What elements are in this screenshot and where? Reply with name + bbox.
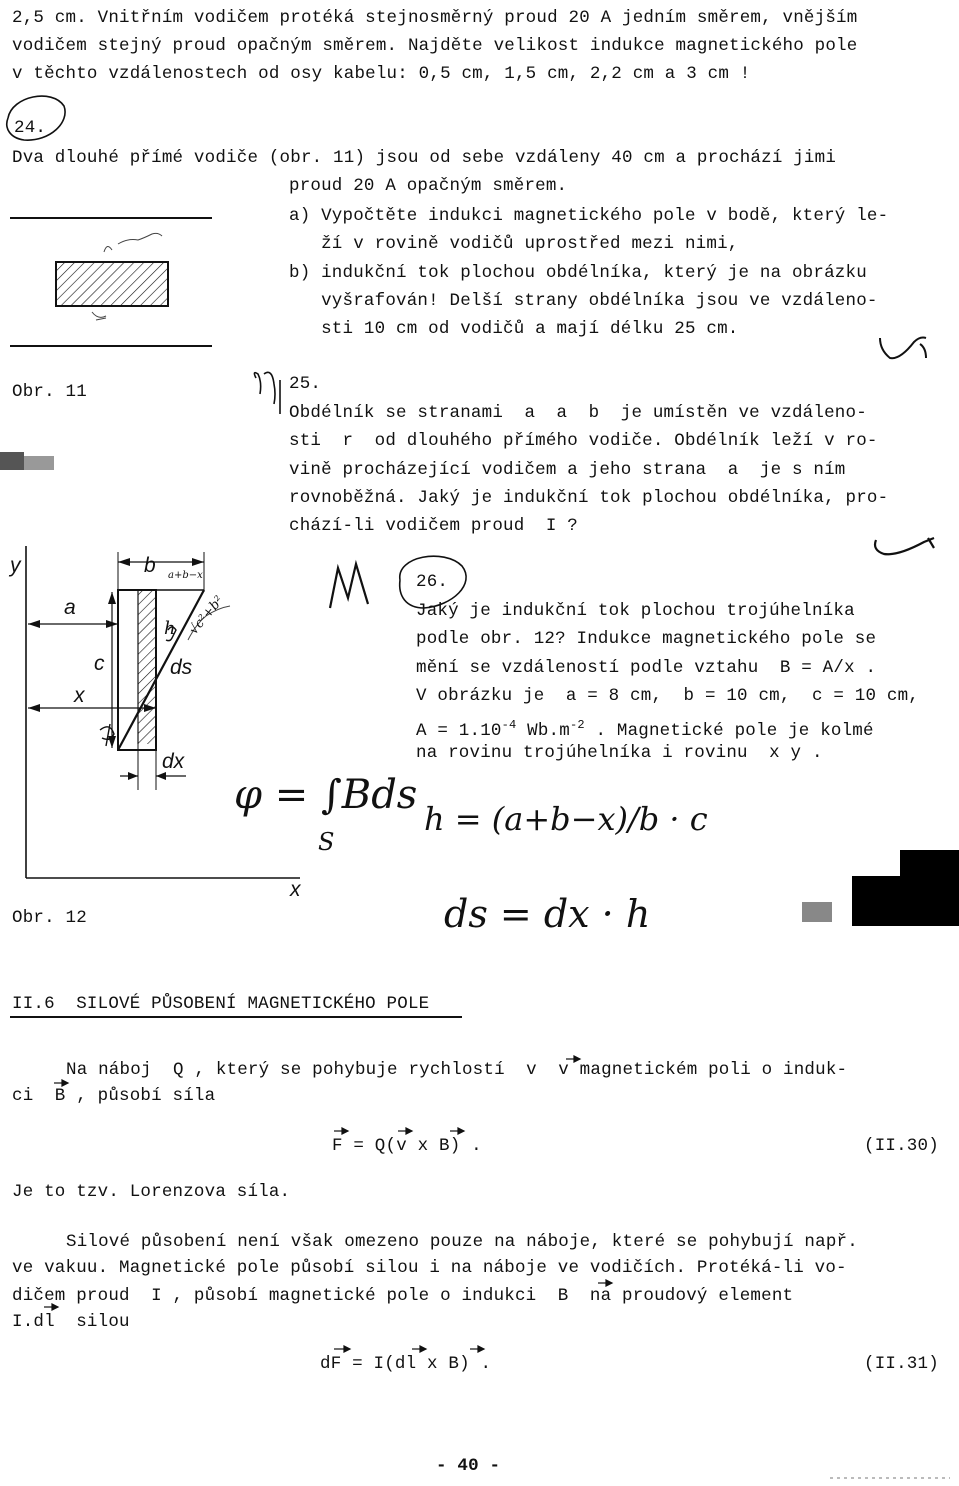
equation-number-II-31: (II.31) — [864, 1354, 939, 1374]
problem-24-a-1: a) Vypočtěte indukci magnetického pole v bodě, který le- — [289, 206, 889, 226]
equation-number-II-30: (II.30) — [864, 1136, 939, 1156]
figure-12-caption: Obr. 12 — [12, 908, 87, 928]
figure-12-label-y: y — [10, 554, 21, 577]
circle-around-24 — [7, 96, 65, 140]
section-p3-line-3: dičem proud I , působí magnetické pole o indukci B na proudový element — [12, 1286, 794, 1306]
problem-24-a-2: ží v rovině vodičů uprostřed mezi nimi, — [289, 234, 739, 254]
page-number: - 40 - — [436, 1456, 501, 1476]
section-p1-line-1: Na náboj Q , který se pohybuje rychlostí v v magnetickém poli o induk- — [66, 1060, 848, 1080]
problem-26-line-1: Jaký je indukční tok plochou trojúhelníka — [416, 601, 855, 621]
intro-line-3: v těchto vzdálenostech od osy kabelu: 0,5 cm, 1,5 cm, 2,2 cm a 3 cm ! — [12, 64, 751, 84]
section-p3-line-2: ve vakuu. Magnetické pole působí silou i na náboje ve vodičích. Protéká-li vo- — [12, 1258, 847, 1278]
equation-force-element: dF = I(dl x B) . — [320, 1354, 492, 1374]
handwritten-flux-subscript: S — [318, 828, 335, 856]
figure-12-label-ds: ds — [170, 656, 193, 679]
circle-around-26 — [400, 556, 466, 608]
figure-12-label-c: c — [94, 652, 105, 675]
figure-12-label-x-axis: x — [290, 878, 301, 901]
section-heading: II.6 SILOVÉ PŮSOBENÍ MAGNETICKÉHO POLE — [12, 994, 430, 1014]
problem-24-line-2: proud 20 A opačným směrem. — [289, 176, 568, 196]
section-p3-line-4: I.dl silou — [12, 1312, 130, 1332]
problem-25-number: 25. — [289, 374, 322, 394]
problem-24-line-1: Dva dlouhé přímé vodiče (obr. 11) jsou od sebe vzdáleny 40 cm a prochází jimi — [12, 148, 837, 168]
handwritten-h-equation: h = (a+b−x)/b · c — [424, 800, 708, 838]
problem-25-line-5: chází-li vodičem proud I ? — [289, 516, 578, 536]
figure-12-label-b: b — [144, 554, 156, 577]
figure-12-label-dx: dx — [162, 750, 185, 773]
problem-25-line-4: rovnoběžná. Jaký je indukční tok plochou obdélníka, pro- — [289, 488, 889, 508]
figure-11-caption: Obr. 11 — [12, 382, 87, 402]
section-p1-line-2: ci B , působí síla — [12, 1086, 216, 1106]
problem-26-line-5: $A = 1.10^{-4}$ $Wb.m^{-2}$ . Magnetické pole je kolmé — [416, 718, 874, 741]
section-p3-line-1: Silové působení není však omezeno pouze na náboje, které se pohybují např. — [66, 1232, 858, 1252]
figure-12-label-x: x — [74, 684, 85, 707]
problem-26-number: 26. — [416, 572, 449, 592]
problem-26-line-6: na rovinu trojúhelníka i rovinu x y . — [416, 743, 823, 763]
handwritten-ds-equation: ds = dx · h — [444, 892, 651, 936]
intro-line-1: 2,5 cm. Vnitřním vodičem protéká stejnosměrný proud 20 A jedním směrem, vnějším — [12, 8, 858, 28]
problem-24-number: 24. — [14, 118, 47, 138]
check-mark-1 — [880, 338, 926, 359]
figure-12-note-sqrt: √c²+b² — [186, 593, 227, 638]
figure-12-label-h: h — [164, 618, 176, 639]
handwritten-m-large — [330, 564, 368, 608]
problem-26-line-3: mění se vzdáleností podle vztahu B = A/x . — [416, 658, 877, 678]
problem-26-line-4: V obrázku je a = 8 cm, b = 10 cm, c = 10 cm, — [416, 686, 919, 706]
problem-25-line-2: sti r od dlouhého přímého vodiče. Obdélník leží v ro- — [289, 431, 878, 451]
figure-12-note-top: a+b−x — [168, 570, 203, 581]
intro-line-2: vodičem stejný proud opačným směrem. Najděte velikost indukce magnetického pole — [12, 36, 858, 56]
margin-bracket-25 — [254, 372, 280, 414]
problem-25-line-3: vině procházející vodičem a jeho strana a je s ním — [289, 460, 846, 480]
check-mark-2 — [875, 538, 934, 554]
problem-26-line-2: podle obr. 12? Indukce magnetického pole se — [416, 629, 877, 649]
problem-24-b-2: vyšrafován! Delší strany obdélníka jsou ve vzdáleno- — [289, 291, 878, 311]
problem-25-line-1: Obdélník se stranami a a b je umístěn ve vzdáleno- — [289, 403, 867, 423]
figure-11 — [10, 218, 212, 346]
equation-lorentz-force: F = Q(v x B) . — [332, 1136, 482, 1156]
problem-24-b-3: sti 10 cm od vodičů a mají délku 25 cm. — [289, 319, 739, 339]
figure-12-label-a: a — [64, 596, 76, 619]
handwritten-flux-integral: φ = ∫Bds — [234, 772, 418, 818]
problem-24-b-1: b) indukční tok plochou obdélníka, který je na obrázku — [289, 263, 867, 283]
section-p2: Je to tzv. Lorenzova síla. — [12, 1182, 291, 1202]
